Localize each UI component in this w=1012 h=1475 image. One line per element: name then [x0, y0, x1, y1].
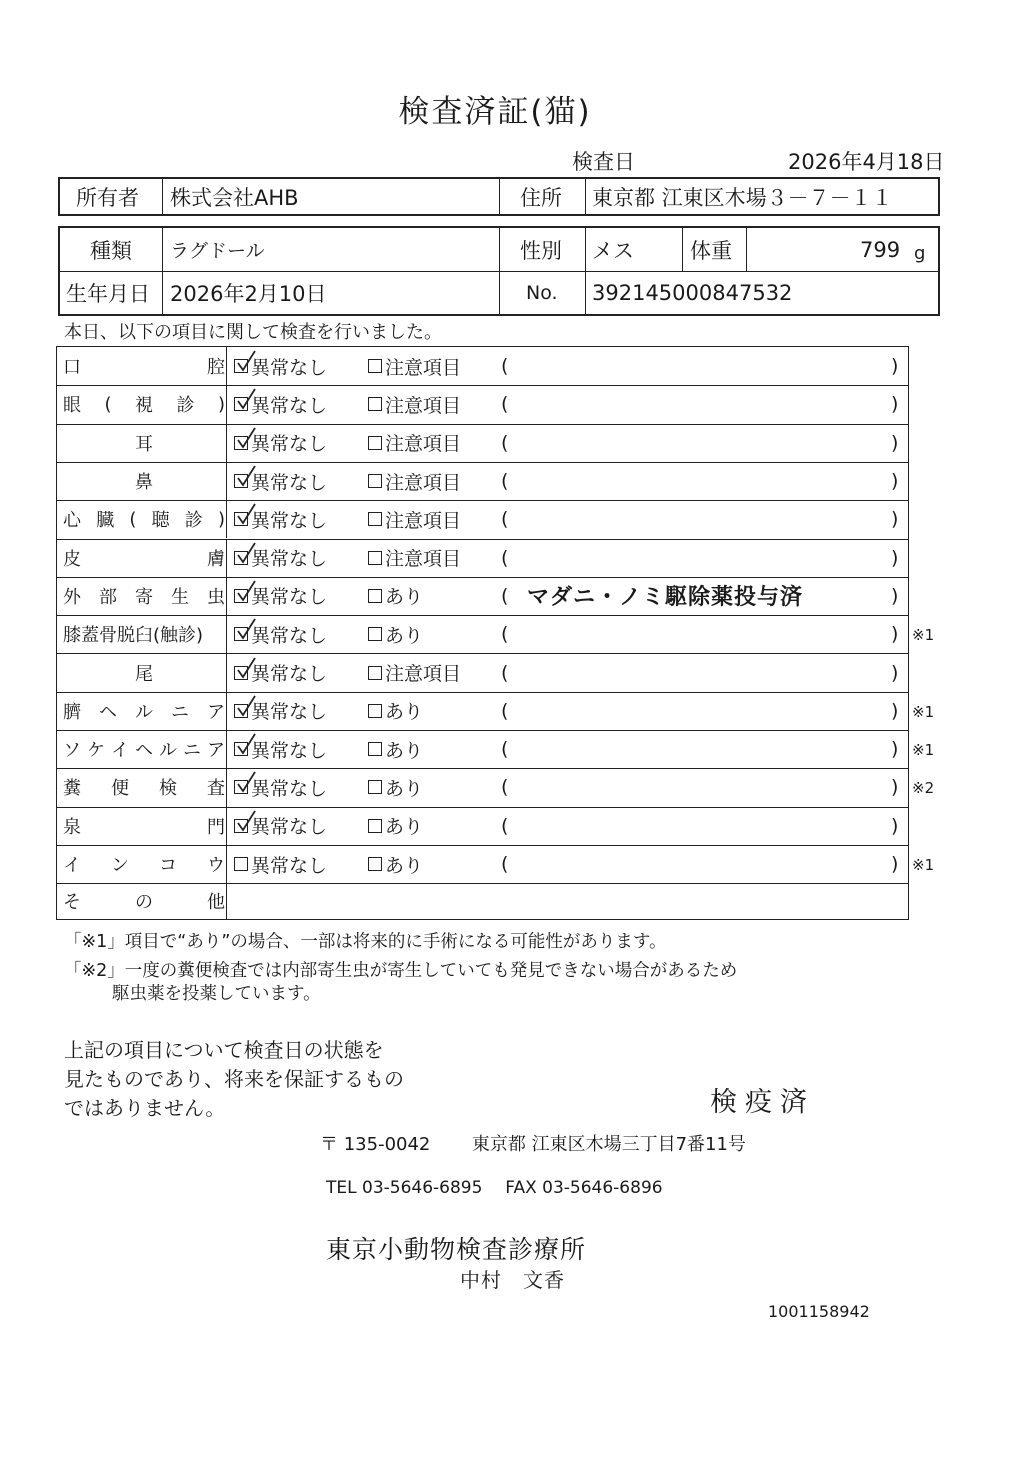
serial-number: 1001158942	[768, 1302, 870, 1321]
checkmark-icon	[236, 580, 256, 602]
checkmark-icon	[236, 388, 256, 410]
finding-option[interactable]	[368, 768, 423, 806]
checklist-item-name-char: )	[217, 508, 225, 530]
no-label: No.	[526, 281, 558, 304]
finding-option[interactable]	[368, 615, 423, 653]
checklist-row	[57, 653, 908, 691]
note-paren-close: )	[891, 661, 899, 684]
note-paren-close: )	[891, 355, 899, 378]
finding-option-label: あり	[385, 854, 424, 877]
normal-checkbox	[234, 627, 248, 641]
checklist-item-name-char: 糞	[63, 778, 81, 800]
checklist-row	[57, 730, 908, 768]
finding-option[interactable]	[368, 692, 423, 730]
footnote-mark: ※1	[912, 702, 935, 721]
note-paren-close: )	[891, 738, 899, 761]
disclaimer-line-1: 上記の項目について検査日の状態を	[64, 1038, 384, 1062]
finding-checkbox	[368, 512, 382, 526]
checklist-item-name-char: 外	[63, 586, 81, 608]
note-paren-close: )	[891, 584, 899, 607]
clinic-tel: TEL 03-5646-6895	[326, 1178, 483, 1198]
normal-option-label: 異常なし	[251, 548, 328, 571]
checklist-item-name: 尾	[135, 663, 153, 685]
finding-option-label: あり	[385, 701, 424, 724]
normal-option-label: 異常なし	[251, 433, 328, 456]
note-paren-open: (	[501, 393, 509, 416]
checkmark-icon	[236, 810, 256, 832]
normal-option[interactable]	[234, 462, 327, 500]
finding-option[interactable]	[368, 653, 461, 691]
other-notes-field[interactable]	[229, 883, 908, 919]
normal-option-label: 異常なし	[251, 701, 328, 724]
finding-option-label: あり	[385, 777, 424, 800]
document-title: 検査済証(猫)	[398, 94, 592, 130]
checklist-item-name: 鼻	[135, 472, 153, 494]
normal-option-label: 異常なし	[251, 739, 328, 762]
normal-option-label: 異常なし	[251, 356, 328, 379]
checklist-item-name-char: 皮	[63, 548, 81, 570]
normal-checkbox	[234, 819, 248, 833]
checkmark-icon	[236, 733, 256, 755]
clinic-address-line	[320, 1130, 746, 1156]
checklist-item-name-char: ル	[135, 701, 153, 723]
checklist-item-name-char: 部	[99, 586, 117, 608]
checklist-item-name-char: ニ	[171, 701, 189, 723]
finding-option[interactable]	[368, 577, 423, 615]
checklist-item-name-char: 検	[159, 778, 177, 800]
footnote-mark: ※2	[912, 779, 935, 798]
owner-label: 所有者	[76, 185, 139, 210]
checklist-row	[57, 692, 908, 730]
checklist-row	[57, 577, 908, 615]
normal-option[interactable]	[234, 692, 327, 730]
checklist-row	[57, 807, 908, 845]
finding-option[interactable]	[368, 500, 461, 538]
checklist-item-name-char: そ	[63, 892, 81, 914]
normal-option[interactable]	[234, 539, 327, 577]
disclaimer	[64, 1036, 404, 1123]
finding-checkbox	[368, 551, 382, 565]
checklist-item-name	[63, 883, 225, 919]
normal-option-label: 異常なし	[251, 777, 328, 800]
note-paren-open: (	[501, 431, 509, 454]
note-paren-open: (	[501, 853, 509, 876]
checkmark-icon	[236, 771, 256, 793]
checklist-item-name	[63, 347, 225, 385]
note-paren-open: (	[501, 584, 509, 607]
checklist-row	[57, 539, 908, 577]
checklist-item-name-char: 臓	[96, 510, 115, 532]
checklist-item-name	[63, 500, 225, 538]
no-value: 392145000847532	[592, 280, 793, 305]
checklist-item-name	[63, 807, 225, 845]
breed-label: 種類	[90, 238, 132, 263]
finding-option-label: あり	[385, 739, 424, 762]
normal-option[interactable]	[234, 653, 327, 691]
note-paren-open: (	[501, 508, 509, 531]
checklist-item-name-char: 膚	[207, 548, 225, 570]
note-paren-open: (	[501, 814, 509, 837]
checklist-item-name-char: 眼	[63, 395, 81, 417]
finding-option[interactable]	[368, 424, 461, 462]
footnote-1: 「※1」項目で“あり”の場合、一部は将来的に手術になる可能性があります。	[64, 932, 667, 952]
normal-checkbox	[234, 436, 248, 450]
checklist-item-name-char: 査	[207, 778, 225, 800]
checkmark-icon	[236, 657, 256, 679]
finding-option-label: 注意項目	[385, 509, 462, 532]
checklist-item-name	[63, 385, 225, 423]
note-text[interactable]: マダニ・ノミ駆除薬投与済	[527, 585, 804, 611]
owner-box	[58, 177, 940, 216]
finding-option[interactable]	[368, 539, 461, 577]
normal-option[interactable]	[234, 730, 327, 768]
note-paren-close: )	[891, 623, 899, 646]
note-paren-close: )	[891, 814, 899, 837]
normal-option-label: 異常なし	[251, 854, 328, 877]
checklist-item-name-char: 臍	[63, 701, 81, 723]
finding-option[interactable]	[368, 462, 461, 500]
checklist-item-name-char: 診	[176, 395, 195, 417]
footnote-mark: ※1	[912, 855, 935, 874]
normal-option[interactable]	[234, 500, 327, 538]
checklist-row	[57, 845, 908, 883]
checklist-item-name	[63, 730, 225, 768]
checklist-item-name-char: ア	[207, 740, 225, 762]
checklist-item-name-char: (	[129, 508, 137, 530]
intro-text: 本日、以下の項目に関して検査を行いました。	[64, 322, 442, 343]
sex-label: 性別	[520, 238, 562, 263]
checklist-item-name-char: イ	[63, 855, 81, 877]
checklist-item-name-char: ニ	[183, 740, 201, 762]
checklist-row	[57, 462, 908, 500]
exam-date-value: 2026年4月18日	[788, 150, 945, 174]
note-paren-close: )	[891, 776, 899, 799]
clinic-postal: 〒 135-0042	[320, 1134, 431, 1155]
checklist-item-name-char: ケ	[87, 740, 105, 762]
finding-option-label: 注意項目	[385, 471, 462, 494]
checklist-item-name-char: (	[104, 393, 112, 415]
finding-checkbox	[368, 627, 382, 641]
normal-checkbox	[234, 666, 248, 680]
finding-checkbox	[368, 397, 382, 411]
note-paren-close: )	[891, 699, 899, 722]
note-paren-close: )	[891, 470, 899, 493]
weight-value: 799	[860, 237, 901, 262]
checkmark-icon	[236, 542, 256, 564]
checklist-item-name-char: ソ	[63, 740, 81, 762]
clinic-name: 東京小動物検査診療所	[326, 1235, 587, 1264]
finding-checkbox	[368, 474, 382, 488]
finding-option-label: あり	[385, 624, 424, 647]
normal-option-label: 異常なし	[251, 509, 328, 532]
checkmark-icon	[236, 618, 256, 640]
normal-option[interactable]	[234, 845, 327, 883]
checklist-row	[57, 347, 908, 385]
checklist-item-name-char: コ	[159, 855, 177, 877]
note-paren-open: (	[501, 776, 509, 799]
normal-checkbox	[234, 780, 248, 794]
normal-option[interactable]	[234, 807, 327, 845]
finding-option-label: 注意項目	[385, 663, 462, 686]
breed-value: ラグドール	[170, 240, 265, 262]
finding-checkbox	[368, 857, 382, 871]
checklist-item-name	[63, 539, 225, 577]
note-paren-open: (	[501, 355, 509, 378]
vet-name: 中村 文香	[460, 1268, 565, 1292]
checklist-item-name-char: 門	[207, 816, 225, 838]
finding-option-label: 注意項目	[385, 356, 462, 379]
weight-label: 体重	[690, 238, 732, 263]
finding-checkbox	[368, 666, 382, 680]
finding-checkbox	[368, 589, 382, 603]
normal-checkbox	[234, 512, 248, 526]
address-value: 東京都 江東区木場３－７－１１	[592, 185, 893, 210]
checklist-item-name-char: 虫	[207, 586, 225, 608]
clinic-address: 東京都 江東区木場三丁目7番11号	[471, 1134, 746, 1155]
checklist-item-name-char: ン	[111, 855, 129, 877]
finding-option-label: 注意項目	[385, 433, 462, 456]
footnote-mark: ※1	[912, 626, 935, 645]
checklist-item-name-char: の	[135, 892, 153, 914]
weight-unit: g	[914, 243, 926, 264]
checkmark-icon	[236, 695, 256, 717]
note-paren-open: (	[501, 738, 509, 761]
finding-option[interactable]	[368, 385, 461, 423]
checklist-item-name-char: ウ	[207, 855, 225, 877]
checklist-item-name-char: 他	[207, 892, 225, 914]
finding-option[interactable]	[368, 807, 423, 845]
normal-checkbox	[234, 474, 248, 488]
checkmark-icon	[236, 465, 256, 487]
finding-checkbox	[368, 704, 382, 718]
note-paren-open: (	[501, 661, 509, 684]
normal-option[interactable]	[234, 768, 327, 806]
finding-checkbox	[368, 359, 382, 373]
normal-checkbox	[234, 551, 248, 565]
clinic-contact-line	[326, 1178, 663, 1198]
finding-checkbox	[368, 742, 382, 756]
normal-option-label: 異常なし	[251, 586, 328, 609]
checklist-item-name-char: 口	[63, 357, 81, 379]
address-label: 住所	[520, 185, 562, 210]
normal-option[interactable]	[234, 615, 327, 653]
checklist-item-name-char: 腔	[207, 357, 225, 379]
owner-value: 株式会社AHB	[170, 185, 299, 210]
checklist-item-name-char: 生	[171, 586, 189, 608]
finding-option-label: あり	[385, 586, 424, 609]
checklist-item-name-char: ヘ	[135, 740, 153, 762]
checklist-row-other	[57, 883, 908, 919]
checklist-item-name-char: 泉	[63, 816, 81, 838]
checklist-item-name-char: 視	[135, 395, 153, 417]
checklist-row	[57, 424, 908, 462]
note-paren-open: (	[501, 623, 509, 646]
exam-date-label: 検査日	[572, 150, 635, 174]
note-paren-open: (	[501, 699, 509, 722]
checkmark-icon	[236, 350, 256, 372]
checklist-row	[57, 385, 908, 423]
checklist-item-name-char: 診	[184, 510, 203, 532]
checklist-row	[57, 615, 908, 653]
checklist-item-name-char: 心	[63, 510, 81, 532]
sex-value: メス	[592, 238, 634, 263]
normal-option[interactable]	[234, 577, 327, 615]
footnote-2-continued: 駆虫薬を投薬しています。	[112, 984, 321, 1004]
checklist-item-name	[63, 768, 225, 806]
note-paren-open: (	[501, 470, 509, 493]
normal-option-label: 異常なし	[251, 816, 328, 839]
checklist-item-name-char: イ	[111, 740, 129, 762]
footnote-2: 「※2」一度の糞便検査では内部寄生虫が寄生していても発見できない場合があるため	[64, 961, 738, 981]
finding-option-label: あり	[385, 816, 424, 839]
checklist-item-name	[63, 845, 225, 883]
quarantine-stamp: 検疫済	[710, 1087, 815, 1118]
checklist-item-name: 膝蓋骨脱臼(触診)	[63, 625, 204, 647]
checklist-item-name-char: 寄	[135, 586, 153, 608]
finding-option[interactable]	[368, 347, 461, 385]
dob-label: 生年月日	[66, 281, 150, 306]
normal-option[interactable]	[234, 347, 327, 385]
normal-option-label: 異常なし	[251, 471, 328, 494]
note-paren-close: )	[891, 393, 899, 416]
note-paren-close: )	[891, 546, 899, 569]
normal-option-label: 異常なし	[251, 663, 328, 686]
checklist-row	[57, 768, 908, 806]
checklist-item-name-char: )	[217, 393, 225, 415]
checklist-row	[57, 500, 908, 538]
normal-checkbox	[234, 742, 248, 756]
finding-option-label: 注意項目	[385, 548, 462, 571]
finding-option[interactable]	[368, 730, 423, 768]
checklist-item-name	[63, 577, 225, 615]
disclaimer-line-2: 見たものであり、将来を保証するもの	[64, 1067, 404, 1091]
animal-box	[58, 226, 940, 316]
checklist-item-name-char: ア	[207, 701, 225, 723]
checklist-item-name-char: ヘ	[99, 701, 117, 723]
disclaimer-line-3: ではありません。	[64, 1096, 226, 1120]
footnote-mark: ※1	[912, 741, 935, 759]
normal-checkbox	[234, 589, 248, 603]
checklist-item-name-char: ル	[159, 740, 177, 762]
dob-value: 2026年2月10日	[170, 281, 327, 306]
checkmark-icon	[236, 427, 256, 449]
checklist-item-name-char: 便	[111, 778, 129, 800]
normal-checkbox	[234, 704, 248, 718]
normal-checkbox	[234, 359, 248, 373]
finding-option-label: 注意項目	[385, 394, 462, 417]
note-paren-close: )	[891, 853, 899, 876]
checklist-item-name-char: 聴	[151, 510, 170, 532]
finding-checkbox	[368, 780, 382, 794]
finding-option[interactable]	[368, 845, 423, 883]
note-paren-close: )	[891, 431, 899, 454]
finding-checkbox	[368, 436, 382, 450]
inspection-checklist	[56, 346, 909, 920]
checklist-item-name	[63, 692, 225, 730]
normal-checkbox	[234, 397, 248, 411]
finding-checkbox	[368, 819, 382, 833]
clinic-fax: FAX 03-5646-6896	[505, 1178, 663, 1198]
normal-option-label: 異常なし	[251, 624, 328, 647]
checklist-item-name: 耳	[135, 433, 153, 455]
checkmark-icon	[236, 503, 256, 525]
note-paren-close: )	[891, 508, 899, 531]
normal-option-label: 異常なし	[251, 394, 328, 417]
note-paren-open: (	[501, 546, 509, 569]
normal-checkbox	[234, 857, 248, 871]
normal-option[interactable]	[234, 424, 327, 462]
normal-option[interactable]	[234, 385, 327, 423]
